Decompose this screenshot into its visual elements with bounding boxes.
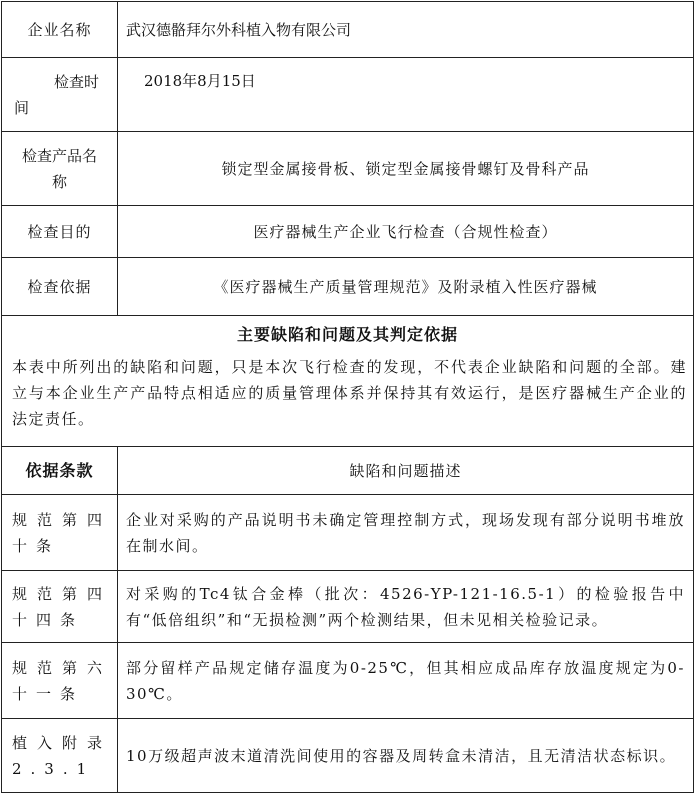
product-value: 锁定型金属接骨板、锁定型金属接骨螺钉及骨科产品 bbox=[118, 132, 694, 206]
product-label-line2: 称 bbox=[51, 172, 67, 191]
product-row bbox=[2, 132, 694, 206]
inspection-time-label-line1: 检查时 bbox=[54, 72, 100, 91]
inspection-report bbox=[1, 1, 695, 799]
inspection-time-value: 2018年8月15日 bbox=[118, 58, 694, 132]
row-clause: 规范第六十一条 bbox=[2, 643, 118, 719]
inspection-time-row bbox=[2, 58, 694, 132]
table-header-row bbox=[2, 447, 694, 495]
table-row bbox=[2, 719, 694, 793]
inspection-time-label bbox=[2, 58, 118, 132]
row-desc: 对采购的Tc4钛合金棒（批次：4526-YP-121-16.5-1）的检验报告中有“低倍组织”和“无损检测”两个检测结果，但未见相关检验记录。 bbox=[118, 571, 694, 643]
row-desc: 部分留样产品规定储存温度为0-25℃，但其相应成品库存放温度规定为0-30℃。 bbox=[118, 643, 694, 719]
basis-row bbox=[2, 258, 694, 316]
product-label-line1: 检查产品名 bbox=[21, 146, 97, 165]
row-desc: 企业对采购的产品说明书未确定管理控制方式，现场发现有部分说明书堆放在制水间。 bbox=[118, 495, 694, 571]
row-desc: 10万级超声波末道清洗间使用的容器及周转盒未清洁，且无清洁状态标识。 bbox=[118, 719, 694, 793]
section-intro: 本表中所列出的缺陷和问题，只是本次飞行检查的发现，不代表企业缺陷和问题的全部。建立与本企业生产产品特点相适应的质量管理体系并保持其有效运行，是医疗器械生产企业的法定责任。 bbox=[12, 358, 687, 428]
row-clause: 植入附录2.3.1 bbox=[2, 719, 118, 793]
inspection-time-label-line2: 间 bbox=[14, 98, 30, 117]
col-clause-header: 依据条款 bbox=[2, 447, 118, 495]
purpose-row bbox=[2, 206, 694, 258]
table-row bbox=[2, 571, 694, 643]
purpose-label: 检查目的 bbox=[2, 206, 118, 258]
row-clause: 规范第四十四条 bbox=[2, 571, 118, 643]
table-row bbox=[2, 643, 694, 719]
section-row bbox=[2, 316, 694, 447]
product-label bbox=[2, 132, 118, 206]
section-cell bbox=[2, 316, 694, 447]
basis-value: 《医疗器械生产质量管理规范》及附录植入性医疗器械 bbox=[118, 258, 694, 316]
report-table bbox=[1, 1, 694, 793]
row-clause: 规范第四十条 bbox=[2, 495, 118, 571]
basis-label: 检查依据 bbox=[2, 258, 118, 316]
table-row bbox=[2, 495, 694, 571]
company-row bbox=[2, 2, 694, 58]
purpose-value: 医疗器械生产企业飞行检查（合规性检查） bbox=[118, 206, 694, 258]
section-title: 主要缺陷和问题及其判定依据 bbox=[236, 325, 458, 344]
col-desc-header: 缺陷和问题描述 bbox=[118, 447, 694, 495]
company-value: 武汉德骼拜尔外科植入物有限公司 bbox=[118, 2, 694, 58]
company-label: 企业名称 bbox=[2, 2, 118, 58]
